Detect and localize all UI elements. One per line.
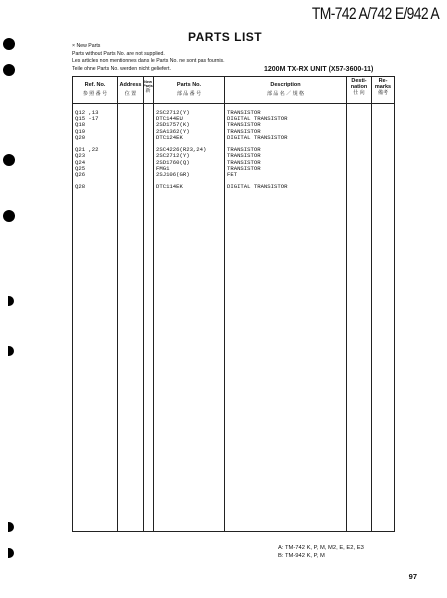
col-destination: Desti- nation 仕 向 [350,78,368,96]
page-number: 97 [408,572,417,581]
cell-ref-no: Q28 [75,183,86,191]
cell-parts-no: DTC144EU [156,115,183,123]
cell-description: DIGITAL TRANSISTOR [227,183,288,191]
variant-legend-a: A: TM-742 K, P, M, M2, E, E2, E3 [278,545,364,551]
cell-parts-no: DTC124EK [156,133,183,141]
col-parts-no: Parts No. 部 品 番 号 [176,82,202,97]
cell-ref-no: Q23 [75,152,86,160]
cell-parts-no: 2SA1362(Y) [156,127,190,135]
cell-parts-no: DTC114EK [156,183,183,191]
cell-ref-no: Q21 ,22 [75,146,99,154]
cell-parts-no: FMG1 [156,164,170,172]
note-de: Teile ohne Parts No. werden nicht geliefert. [72,65,171,72]
page-title: PARTS LIST [188,30,263,44]
punch-hole [3,210,15,222]
cell-ref-no: Q24 [75,158,86,166]
cell-ref-no: Q15 -17 [75,115,99,123]
punch-hole [3,38,15,50]
cell-description: DIGITAL TRANSISTOR [227,133,288,141]
punch-hole [8,522,14,532]
cell-description: TRANSISTOR [227,121,261,129]
col-description: Description 部 品 名 ／ 規 格 [267,82,304,97]
model-title: TM-742 A/742 E/942 A [311,4,439,23]
cell-ref-no: Q19 [75,127,86,135]
cell-description: TRANSISTOR [227,146,261,154]
cell-description: DIGITAL TRANSISTOR [227,115,288,123]
punch-hole [8,548,14,558]
cell-parts-no: 2SD1757(K) [156,121,190,129]
note-en: Parts without Parts No. are not supplied. [72,50,165,57]
cell-description: FET [227,171,238,178]
col-new-parts: New Parts 新 [143,80,153,95]
col-address: Address 位 置 [119,82,142,97]
cell-ref-no: Q12 ,13 [75,109,99,116]
cell-description: TRANSISTOR [227,164,261,172]
cell-ref-no: Q25 [75,164,86,172]
cell-parts-no: 2SJ106(GR) [156,171,190,178]
variant-legend-b: B: TM-942 K, P, M [278,553,325,559]
col-remarks: Re- marks 備考 [374,78,392,96]
unit-title: 1200M TX-RX UNIT (X57-3600-11) [264,66,374,73]
cell-parts-no: 2SC2712(Y) [156,109,190,116]
cell-parts-no: 2SC2712(Y) [156,152,190,160]
cell-ref-no: Q20 [75,133,86,141]
cell-description: TRANSISTOR [227,109,261,116]
cell-description: TRANSISTOR [227,158,261,166]
cell-ref-no: Q26 [75,171,86,178]
cell-parts-no: 2SC4226(R23,24) [156,146,207,154]
col-ref-no: Ref. No. 参 照 番 号 [82,82,108,97]
cell-description: TRANSISTOR [227,152,261,160]
punch-hole [8,346,14,356]
cell-description: TRANSISTOR [227,127,261,135]
punch-hole [8,296,14,306]
note-new-parts: × New Parts [72,43,101,49]
cell-ref-no: Q18 [75,121,86,129]
punch-hole [3,154,15,166]
cell-parts-no: 2SD1760(Q) [156,158,190,166]
punch-hole [3,64,15,76]
note-fr: Les articles non mentionnes dans le Parts No. ne sont pas fournis. [72,58,225,64]
notes-block [72,43,225,73]
